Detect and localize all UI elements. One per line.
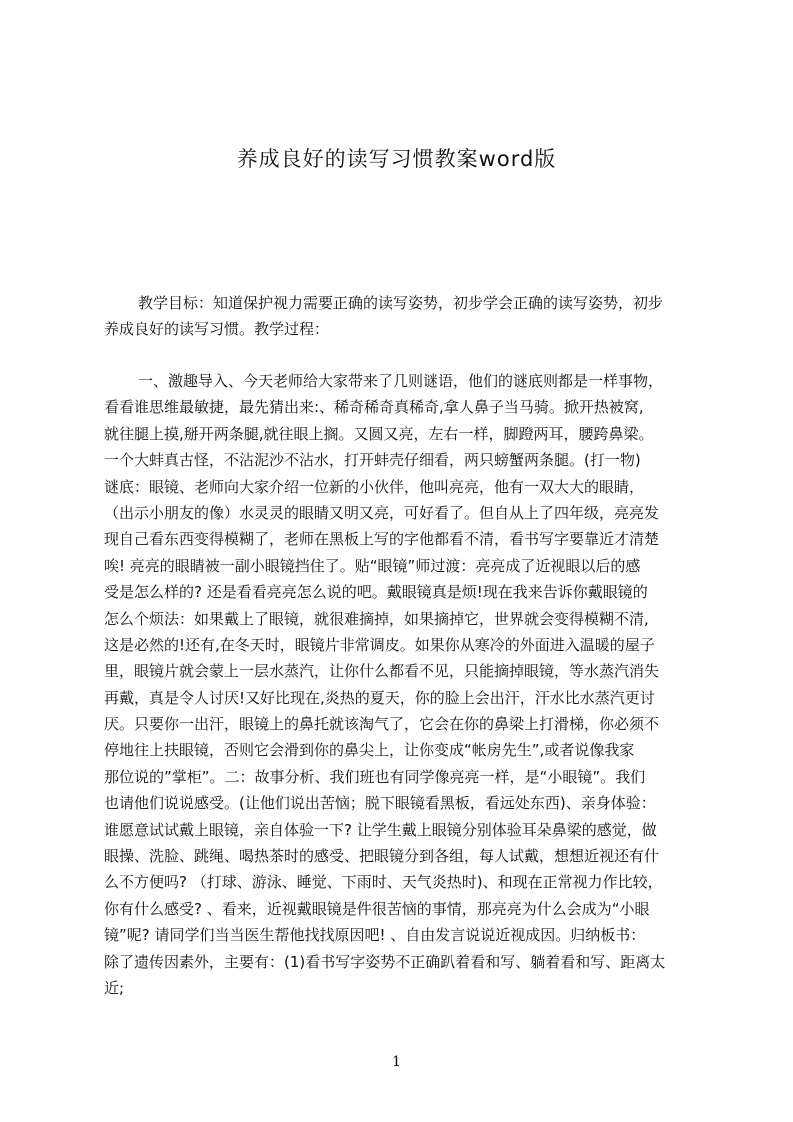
text-line: 养成良好的读写习惯。教学过程： [104, 320, 330, 339]
text-line: 怎么个烦法：如果戴上了眼镜，就很难摘掉，如果摘掉它，世界就会变得模糊不清, [104, 609, 649, 628]
text-line: 受是怎么样的? 还是看看亮亮怎么说的吧。戴眼镜真是烦!现在我来告诉你戴眼镜的 [104, 583, 648, 602]
text-line: 谁愿意试试戴上眼镜，亲自体验一下? 让学生戴上眼镜分别体验耳朵鼻梁的感觉，做 [104, 820, 657, 839]
text-line: 看看谁思维最敏捷，最先猜出来:、稀奇稀奇真稀奇,拿人鼻子当马骑。掀开热被窝, [104, 398, 644, 417]
text-line: 镜”呢? 请同学们当当医生帮他找找原因吧! 、自由发言说说近视成因。归纳板书： [104, 926, 646, 945]
text-line: 谜底：眼镜、老师向大家介绍一位新的小伙伴，他叫亮亮，他有一双大大的眼睛， [104, 477, 645, 496]
text-line: 一个大蚌真古怪，不沾泥沙不沾水，打开蚌壳仔细看，两只螃蟹两条腿。(打一物) [104, 451, 641, 470]
text-line: 你有什么感受? 、看来，近视戴眼镜是件很苦恼的事情，那亮亮为什么会成为“小眼 [104, 899, 650, 918]
text-line: 再戴，真是令人讨厌!又好比现在,炎热的夏天，你的脸上会出汗，汗水比水蒸汽更讨 [104, 688, 655, 707]
text-line: 也请他们说说感受。(让他们说出苦恼；脱下眼镜看黑板，看远处东西)、亲身体验： [104, 794, 656, 813]
document-title: 养成良好的读写习惯教案word版 [236, 147, 557, 171]
text-line: 那位说的”掌柜”。二：故事分析、我们班也有同学像亮亮一样，是“小眼镜”。我们 [104, 767, 646, 786]
text-line: 眼操、洗脸、跳绳、喝热茶时的感受、把眼镜分到各组，每人试戴，想想近视还有什 [104, 847, 660, 866]
text-line: 里，眼镜片就会蒙上一层水蒸汽，让你什么都看不见，只能摘掉眼镜，等水蒸汽消失 [104, 662, 660, 681]
text-line: 近; [104, 978, 125, 997]
text-line: 厌。只要你一出汗，眼镜上的鼻托就该淘气了，它会在你的鼻梁上打滑梯，你必须不 [104, 715, 660, 734]
text-line: 唉! 亮亮的眼睛被一副小眼镜挡住了。贴“眼镜”师过渡：亮亮成了近视眼以后的感 [104, 556, 641, 575]
paragraph-objectives [104, 290, 698, 343]
text-line: 除了遗传因素外，主要有：(1)看书写字姿势不正确趴着看和写、躺着看和写、距离太 [104, 952, 666, 971]
text-line: 停地往上扶眼镜，否则它会滑到你的鼻尖上，让你变成“帐房先生”,或者说像我家 [104, 741, 635, 760]
text-line: 一、激趣导入、今天老师给大家带来了几则谜语，他们的谜底则都是一样事物， [138, 372, 664, 390]
page-number: 1 [392, 1054, 401, 1070]
text-line: 现自己看东西变得模糊了，老师在黑板上写的字他都看不清，看书写字要靠近才清楚 [104, 530, 660, 549]
text-line: 这是必然的!还有,在冬天时，眼镜片非常调皮。如果你从寒冷的外面进入温暖的屋子 [104, 635, 655, 654]
text-line: 教学目标：知道保护视力需要正确的读写姿势，初步学会正确的读写姿势，初步 [138, 294, 664, 312]
text-line: 就往腿上摸,掰开两条腿,就往眼上搁。又圆又亮，左右一样，脚蹬两耳，腰跨鼻梁。 [104, 424, 654, 443]
text-line: 么不方便吗? （打球、游泳、睡觉、下雨时、天气炎热时)、和现在正常视力作比较， [104, 873, 663, 892]
paragraph-process [104, 368, 698, 1001]
text-line: （出示小朋友的像）水灵灵的眼睛又明又亮，可好看了。但自从上了四年级，亮亮发 [104, 503, 660, 522]
